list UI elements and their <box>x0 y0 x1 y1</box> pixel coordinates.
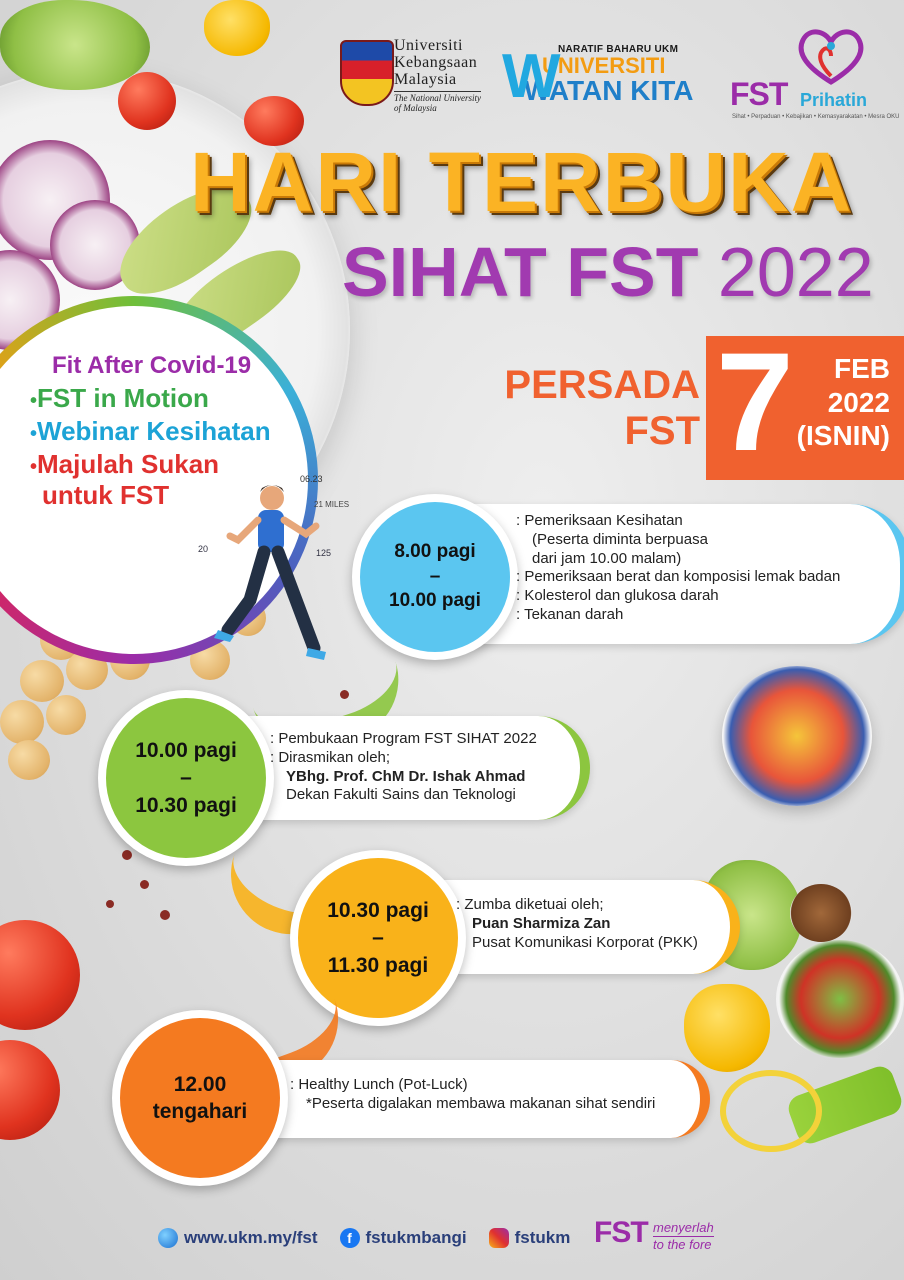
ukm-name-line3: Malaysia <box>394 70 457 88</box>
fruit-bowl <box>722 666 872 806</box>
nut-bowl <box>790 884 852 942</box>
footer <box>158 1220 592 1256</box>
venue-line1: PERSADA <box>504 363 700 407</box>
time-label <box>389 540 481 614</box>
time-end: tengahari <box>152 1100 248 1123</box>
fst-prihatin-heart-icon <box>795 26 867 86</box>
detail-line: *Peserta digalakan membawa makanan sihat sendiri <box>306 1094 656 1112</box>
bullet-dot-icon: • <box>30 389 38 412</box>
yellow-tomato <box>204 0 270 56</box>
salad-bowl-small <box>776 940 904 1058</box>
detail-line: dari jam 10.00 malam) <box>532 549 682 567</box>
schedule-details <box>290 1076 655 1114</box>
ukm-logo-text <box>394 38 481 113</box>
instagram-link[interactable] <box>489 1228 571 1248</box>
facebook-text: fstukmbangi <box>365 1228 467 1247</box>
cherry-tomato <box>118 72 176 130</box>
detail-line: Dekan Fakulti Sains dan Teknologi <box>286 786 516 804</box>
fst-prihatin-sub: Sihat • Perpaduan • Kebajikan • Kemasyarakatan • Mesra OKU <box>732 114 900 120</box>
ukm-sub2: of Malaysia <box>394 102 437 113</box>
date-month: FEB <box>834 353 890 384</box>
chickpea <box>8 740 50 780</box>
ukm-name-line1: Universiti <box>394 37 463 54</box>
peppercorn <box>140 880 149 889</box>
title-sihat-fst: SIHAT FST <box>342 233 699 311</box>
widget-time: 06.23 <box>300 474 323 484</box>
venue <box>488 362 700 454</box>
schedule-details <box>456 896 698 952</box>
theme-label: FST in Motion <box>37 382 209 413</box>
time-start: 10.00 pagi <box>135 739 237 763</box>
detail-line: (Peserta diminta berpuasa <box>532 530 708 548</box>
theme-label: Webinar Kesihatan <box>37 415 271 446</box>
time-end: 11.30 pagi <box>327 953 429 977</box>
title-line2 <box>342 232 874 312</box>
date-details <box>770 352 890 453</box>
peppercorn <box>160 910 170 920</box>
widget-heart: 125 <box>316 548 332 558</box>
fst-footer-logo: FST <box>594 1216 648 1249</box>
time-start: 8.00 pagi <box>394 540 476 562</box>
time-label <box>327 897 429 979</box>
detail-line: Pusat Komunikasi Korporat (PKK) <box>472 933 698 951</box>
time-separator: – <box>372 926 384 950</box>
themes-heading: Fit After Covid-19 <box>52 352 252 379</box>
ukm-crest-logo <box>340 40 394 106</box>
venue-line2: FST <box>624 409 700 453</box>
watan-small-text: NARATIF BAHARU UKM <box>558 44 679 55</box>
title-line1: HARI TERBUKA <box>190 135 854 229</box>
detail-line: : Kolesterol dan glukosa darah <box>516 587 719 604</box>
time-start: 12.00 <box>173 1072 227 1096</box>
detail-line: : Zumba diketuai oleh; <box>456 896 604 913</box>
schedule-details <box>516 512 840 625</box>
globe-icon <box>158 1228 178 1248</box>
peppercorn <box>122 850 132 860</box>
bullet-dot-icon: • <box>30 456 38 479</box>
website-text: www.ukm.my/fst <box>184 1228 318 1247</box>
detail-line: : Tekanan darah <box>516 605 624 623</box>
detail-line: : Pembukaan Program FST SIHAT 2022 <box>270 730 537 747</box>
yellow-pepper <box>684 984 770 1072</box>
date-weekday: (ISNIN) <box>796 420 890 452</box>
time-end: 10.00 pagi <box>389 590 481 612</box>
detail-line: : Dirasmikan oleh; <box>270 748 391 766</box>
instagram-text: fstukm <box>514 1228 571 1247</box>
widget-miles: 21 MILES <box>314 500 350 509</box>
tomato <box>0 1040 60 1140</box>
watan-kita-logo <box>502 42 714 111</box>
fst-tagline <box>653 1220 714 1252</box>
detail-line: : Pemeriksaan berat dan komposisi lemak badan <box>516 568 841 586</box>
ukm-sub1: The National University <box>394 93 481 104</box>
fst-prihatin-fst: FST <box>730 76 788 112</box>
theme-item <box>30 416 300 447</box>
fst-prihatin-word: Prihatin <box>800 90 868 110</box>
watan-w-mark: W <box>502 42 561 111</box>
website-link[interactable] <box>158 1228 318 1248</box>
chickpea <box>46 695 86 735</box>
date-year: 2022 <box>827 386 890 418</box>
date-day: 7 <box>716 323 794 480</box>
detail-line: : Healthy Lunch (Pot-Luck) <box>290 1076 468 1093</box>
chickpea <box>0 700 44 744</box>
facebook-link[interactable] <box>340 1228 467 1248</box>
facebook-icon: f <box>340 1228 360 1248</box>
widget-steps: 20 <box>198 544 209 554</box>
detail-line: : Pemeriksaan Kesihatan <box>516 512 683 529</box>
schedule-details <box>270 730 537 805</box>
detail-line: Puan Sharmiza Zan <box>472 914 611 932</box>
theme-label-cont: untuk FST <box>42 480 170 511</box>
time-label <box>153 1071 248 1126</box>
detail-line: YBhg. Prof. ChM Dr. Ishak Ahmad <box>286 767 526 785</box>
bullet-dot-icon: • <box>30 422 38 445</box>
time-bubble <box>112 1010 288 1186</box>
leaf <box>0 0 150 90</box>
time-label <box>135 737 237 819</box>
peppercorn <box>106 900 114 908</box>
time-end: 10.30 pagi <box>135 793 237 817</box>
title-year: 2022 <box>717 233 874 311</box>
time-separator: – <box>180 766 192 790</box>
time-separator: – <box>429 565 441 587</box>
tagline-line1: menyerlah <box>653 1220 714 1235</box>
tomato <box>0 920 80 1030</box>
watan-line1: UNIVERSITI <box>542 53 666 78</box>
theme-label: Majulah Sukan <box>37 449 220 480</box>
measuring-tape <box>720 1070 822 1152</box>
ukm-name-line2: Kebangsaan <box>394 53 478 71</box>
watan-line2: WATAN KITA <box>524 75 694 106</box>
time-start: 10.30 pagi <box>327 899 429 923</box>
instagram-icon <box>489 1228 509 1248</box>
theme-item <box>30 383 300 414</box>
tagline-line2: to the fore <box>653 1236 712 1252</box>
